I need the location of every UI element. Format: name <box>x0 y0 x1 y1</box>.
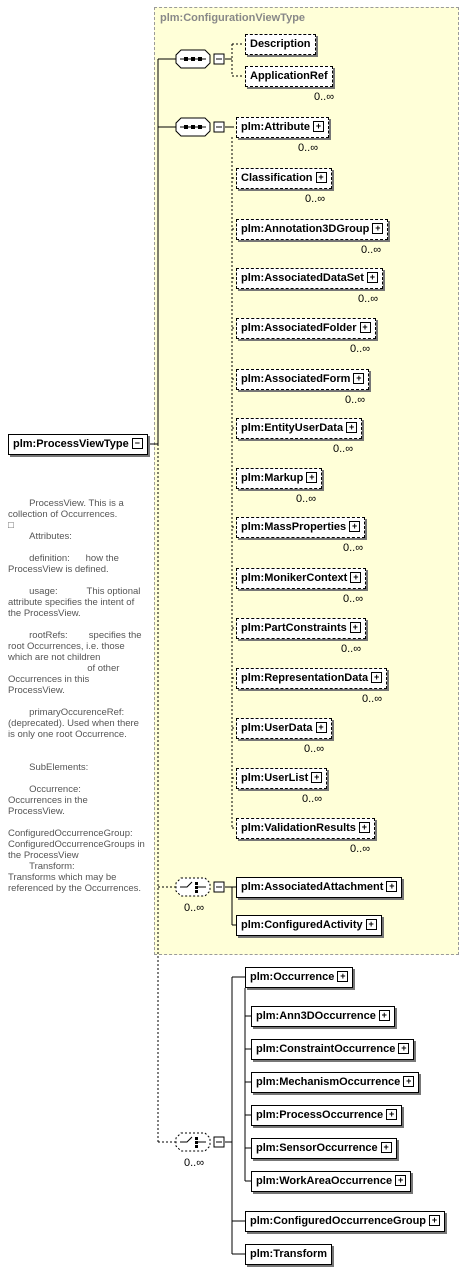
multiplicity-label: 0..∞ <box>333 443 354 455</box>
expand-icon[interactable]: + <box>360 322 371 333</box>
element-plm-associatedform[interactable] <box>236 369 369 390</box>
element-plm-associateddataset-label: plm:AssociatedDataSet <box>241 272 364 284</box>
element-plm-associatedfolder-label: plm:AssociatedFolder <box>241 322 357 334</box>
expand-icon[interactable]: + <box>313 121 324 132</box>
element-plm-transform-label: plm:Transform <box>250 1248 328 1260</box>
element-plm-associatedattachment-label: plm:AssociatedAttachment <box>241 881 384 893</box>
element-plm-markup-label: plm:Markup <box>241 472 304 484</box>
expand-icon[interactable]: + <box>379 1010 390 1021</box>
expand-icon[interactable]: + <box>311 772 322 783</box>
element-plm-massproperties-label: plm:MassProperties <box>241 521 347 533</box>
element-plm-associatedfolder[interactable] <box>236 318 376 339</box>
expand-icon[interactable]: + <box>403 1076 414 1087</box>
expand-icon[interactable]: + <box>350 572 361 583</box>
multiplicity-label: 0..∞ <box>298 142 319 154</box>
choice-icon[interactable] <box>176 1133 224 1151</box>
element-plm-workareaoccurrence-label: plm:WorkAreaOccurrence <box>256 1175 393 1187</box>
element-plm-userdata-label: plm:UserData <box>241 722 313 734</box>
multiplicity-label: 0..∞ <box>350 343 371 355</box>
root-element[interactable] <box>8 434 148 455</box>
element-plm-occurrence[interactable] <box>245 967 353 988</box>
element-plm-representationdata[interactable] <box>236 668 387 689</box>
documentation-text: ProcessView. This is a collection of Occurrences. □ Attributes: definition: how the ProcessView is defined. usage: This optional attribute specifies the intent of the ProcessView. rootRefs: specifies the root Occurrences, i.e. those which are not children of other Occurrences in this ProcessView. primaryOccurenceRef: (deprecated). Used when there is only one root Occurrence. SubElements: Occurrence: Occurrences in the ProcessView. ConfiguredOccurrenceGroup: ConfiguredOccurrenceGroups in the ProcessView Transform: Transforms which may be referenced by the Occurrences. <box>8 498 145 894</box>
expand-icon[interactable]: + <box>372 223 383 234</box>
multiplicity-label: 0..∞ <box>304 743 325 755</box>
element-plm-associateddataset[interactable] <box>236 268 383 289</box>
multiplicity-label: 0..∞ <box>362 693 383 705</box>
expand-icon[interactable]: + <box>337 971 348 982</box>
expand-icon[interactable]: + <box>350 622 361 633</box>
element-plm-entityuserdata[interactable] <box>236 418 362 439</box>
multiplicity-label: 0..∞ <box>314 91 335 103</box>
expand-icon[interactable]: + <box>316 722 327 733</box>
multiplicity-label: 0..∞ <box>358 293 379 305</box>
element-plm-configuredoccurrencegroup-label: plm:ConfiguredOccurrenceGroup <box>250 1215 427 1227</box>
element-plm-validationresults-label: plm:ValidationResults <box>241 822 356 834</box>
expand-icon[interactable]: + <box>381 1142 392 1153</box>
element-description[interactable] <box>245 34 316 55</box>
element-plm-processoccurrence-label: plm:ProcessOccurrence <box>256 1109 384 1121</box>
expand-icon[interactable]: + <box>366 919 377 930</box>
element-plm-processoccurrence[interactable] <box>251 1105 402 1126</box>
element-plm-mechanismoccurrence[interactable] <box>251 1072 419 1093</box>
element-plm-sensoroccurrence[interactable] <box>251 1138 397 1159</box>
element-classification-label: Classification <box>241 172 313 184</box>
element-plm-monikercontext-label: plm:MonikerContext <box>241 572 348 584</box>
element-classification[interactable] <box>236 168 332 189</box>
expand-icon[interactable]: + <box>367 272 378 283</box>
element-plm-ann3doccurrence-label: plm:Ann3DOccurrence <box>256 1010 376 1022</box>
element-applicationref-label: ApplicationRef <box>250 70 328 82</box>
multiplicity-label: 0..∞ <box>296 493 317 505</box>
element-plm-attribute-label: plm:Attribute <box>241 121 311 133</box>
element-plm-partconstraints[interactable] <box>236 618 366 639</box>
multiplicity-label: 0..∞ <box>341 643 362 655</box>
element-plm-monikercontext[interactable] <box>236 568 366 589</box>
expand-icon[interactable]: + <box>398 1043 409 1054</box>
expand-icon[interactable]: + <box>386 1109 397 1120</box>
element-plm-transform[interactable] <box>245 1244 332 1265</box>
expand-icon[interactable]: + <box>349 521 360 532</box>
element-plm-userlist[interactable] <box>236 768 327 789</box>
expand-icon[interactable]: + <box>429 1215 440 1226</box>
element-plm-sensoroccurrence-label: plm:SensorOccurrence <box>256 1142 378 1154</box>
element-plm-constraintoccurrence-label: plm:ConstraintOccurrence <box>256 1043 396 1055</box>
root-label: plm:ProcessViewType <box>13 438 129 450</box>
multiplicity-label: 0..∞ <box>302 793 323 805</box>
element-plm-userdata[interactable] <box>236 718 332 739</box>
element-plm-workareaoccurrence[interactable] <box>251 1171 411 1192</box>
expand-icon[interactable]: + <box>306 472 317 483</box>
multiplicity-label: 0..∞ <box>343 542 364 554</box>
element-plm-attribute[interactable] <box>236 117 329 138</box>
expand-icon[interactable]: + <box>316 172 327 183</box>
element-plm-ann3doccurrence[interactable] <box>251 1006 395 1027</box>
expand-icon[interactable]: + <box>371 672 382 683</box>
expand-icon[interactable]: + <box>346 422 357 433</box>
multiplicity-label: 0..∞ <box>305 193 326 205</box>
collapse-icon[interactable]: − <box>132 438 143 449</box>
sequence-icon[interactable] <box>176 118 224 136</box>
choice-icon[interactable] <box>176 878 224 896</box>
expand-icon[interactable]: + <box>395 1175 406 1186</box>
element-plm-validationresults[interactable] <box>236 818 375 839</box>
multiplicity-label: 0..∞ <box>361 244 382 256</box>
element-description-label: Description <box>250 38 311 50</box>
element-plm-associatedattachment[interactable] <box>236 877 402 898</box>
element-plm-configuredoccurrencegroup[interactable] <box>245 1211 445 1232</box>
expand-icon[interactable]: + <box>359 822 370 833</box>
element-plm-occurrence-label: plm:Occurrence <box>250 971 335 983</box>
element-plm-markup[interactable] <box>236 468 322 489</box>
multiplicity-label: 0..∞ <box>184 902 205 914</box>
expand-icon[interactable]: + <box>353 373 364 384</box>
element-plm-annotation3dgroup-label: plm:Annotation3DGroup <box>241 223 370 235</box>
multiplicity-label: 0..∞ <box>343 593 364 605</box>
configuration-view-title: plm:ConfigurationViewType <box>160 12 306 24</box>
expand-icon[interactable]: + <box>386 881 397 892</box>
multiplicity-label: 0..∞ <box>345 394 366 406</box>
element-plm-entityuserdata-label: plm:EntityUserData <box>241 422 344 434</box>
element-plm-associatedform-label: plm:AssociatedForm <box>241 373 351 385</box>
multiplicity-label: 0..∞ <box>350 843 371 855</box>
element-plm-annotation3dgroup[interactable] <box>236 219 388 240</box>
element-plm-representationdata-label: plm:RepresentationData <box>241 672 369 684</box>
element-plm-userlist-label: plm:UserList <box>241 772 309 784</box>
multiplicity-label: 0..∞ <box>184 1157 205 1169</box>
sequence-icon[interactable] <box>176 50 224 68</box>
element-plm-configuredactivity[interactable] <box>236 915 382 936</box>
element-plm-mechanismoccurrence-label: plm:MechanismOccurrence <box>256 1076 401 1088</box>
element-applicationref[interactable] <box>245 66 333 87</box>
element-plm-constraintoccurrence[interactable] <box>251 1039 414 1060</box>
element-plm-massproperties[interactable] <box>236 517 365 538</box>
element-plm-configuredactivity-label: plm:ConfiguredActivity <box>241 919 363 931</box>
element-plm-partconstraints-label: plm:PartConstraints <box>241 622 347 634</box>
